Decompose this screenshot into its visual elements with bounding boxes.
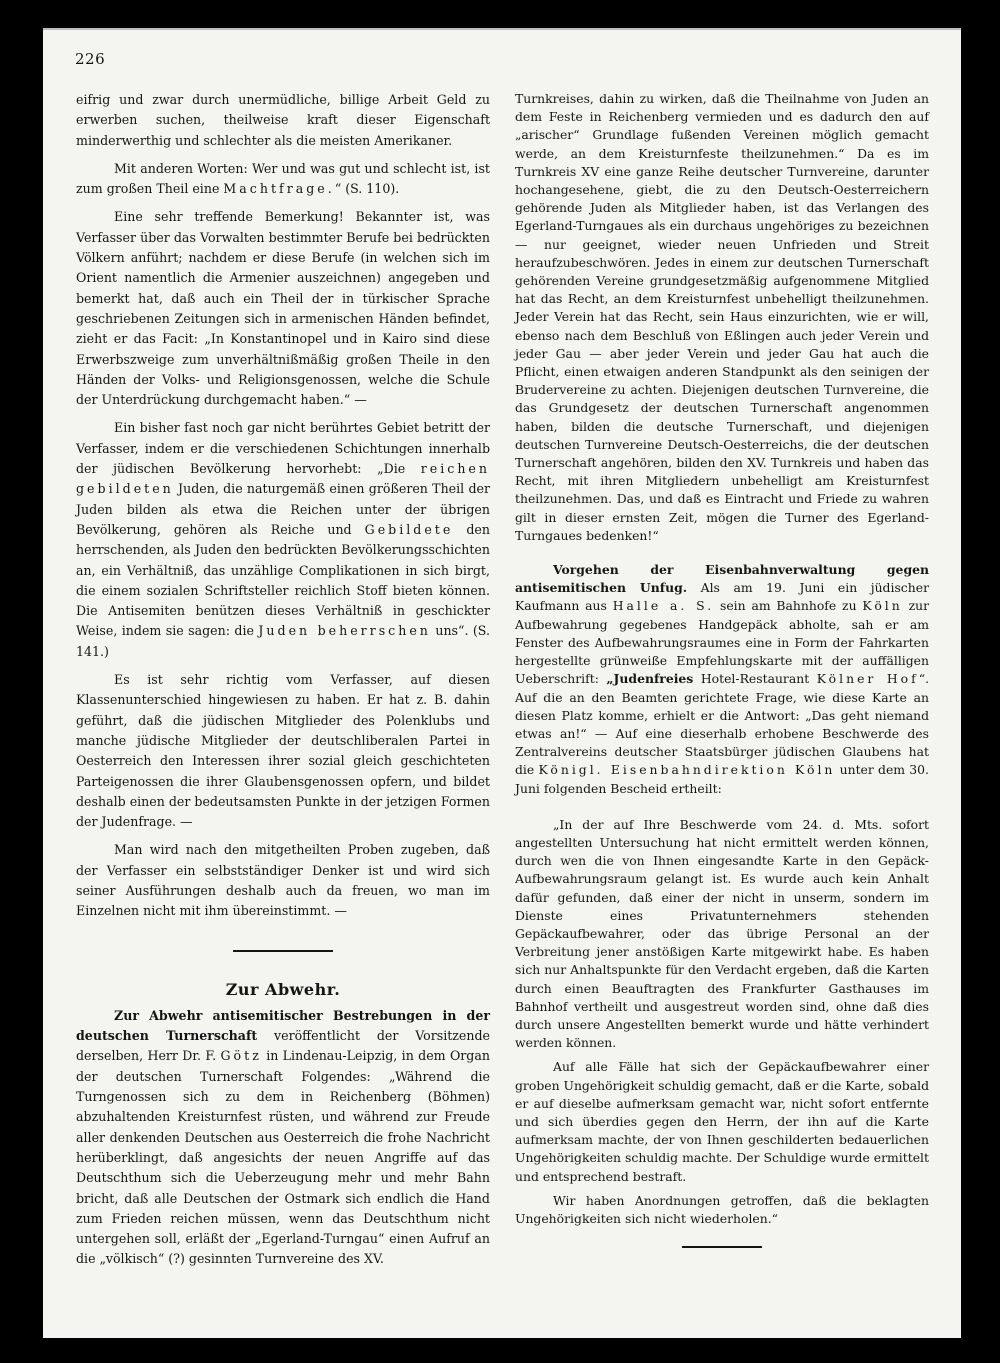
bold-emphasis: „Judenfreies — [606, 671, 694, 687]
article-heading: Zur Abwehr antisemitischer Bestrebungen in der deutschen Turnerschaft — [76, 1007, 490, 1044]
text-run: sein am Bahnhofe zu — [714, 598, 863, 614]
spaced-emphasis: Gebildete — [364, 521, 454, 537]
text-run: in Lindenau-Leipzig, in dem Organ der deutschen Turnerschaft Folgendes: „Während die Turngenossen sich zu dem in Reichenberg (Böhmen) abzuhaltenden Kreisturnfest rüsten, und während zur Freude aller denkenden Deutschen aus Oesterreich die frohe Nachricht herüberklingt, daß angesichts der neuen Angriffe auf das Deutschthum sich die Ueberzeugung mehr und mehr Bahn bricht, daß alle Deutschen der Ostmark sich endlich die Hand zum Frieden reichen müssen, wenn das Deutschthum nicht untergehen soll, erläßt der „Egerland-Turngau“ einen Aufruf an die „völkisch“ (?) gesinnten Turnvereine des XV. — [76, 1048, 490, 1267]
spaced-emphasis: Götz — [220, 1048, 262, 1064]
text-run: unter dem 30. Juni folgenden Bescheid ertheilt: — [515, 762, 929, 796]
left-column — [76, 90, 490, 1270]
spaced-emphasis: reichen gebildeten — [76, 461, 490, 497]
paragraph: „In der auf Ihre Beschwerde vom 24. d. Mts. sofort angestellten Untersuchung hat nicht ermittelt werden können, durch wen die von Ihnen eingesandte Karte in den Gepäck-Aufbewahrungsraum gelangt ist. Es wurde auch kein Anhalt dafür gefunden, daß einer der nicht in unserm, sondern im Dienste eines Privatunternehmers stehenden Gepäckaufbewahrer, oder das übrige Personal an der Verbreitung jener anstößigen Karte mitgewirkt habe. Es haben sich nur Anhaltspunkte für den Verdacht ergeben, daß die Karten durch einen Beauftragten des Frankfurter Gasthauses im Bahnhof vertheilt und ausgestreut worden sind, ohne daß dies durch unsere Angestellten bemerkt wurde und hätte verhindert werden können. — [515, 816, 929, 1051]
spaced-emphasis: Königl. Eisenbahndirektion Köln — [538, 762, 836, 778]
text-run: den herrschenden, als Juden den bedrückten Bevölkerungsschichten an, ein Verhältniß, das unzählige Complikationen in sich birgt, die einem sozialen Schriftsteller reichlich Stoff bieten können. Die Antisemiten benützen dieses Verhältniß in geschickter Weise, indem sie sagen: die — [76, 521, 490, 639]
text-run: uns“. (S. 141.) — [76, 623, 490, 659]
spaced-emphasis: Köln — [862, 598, 903, 614]
paragraph: Turnkreises, dahin zu wirken, daß die Theilnahme von Juden an dem Feste in Reichenberg vermieden und es dadurch den auf „arischer“ Grundlage fußenden Vereinen möglich gemacht werde, an dem Kreisturnfeste theilzunehmen.“ Da es im Turnkreis XV eine ganze Reihe deutscher Turnvereine, darunter hochangesehene, giebt, die zu den Deutsch-Oesterreichern gehörende Juden als Mitglieder haben, ist das Verlangen des Egerland-Turngaues als ein durchaus ungehöriges zu bezeichnen — nur geeignet, wieder neuen Unfrieden und Streit heraufzubeschwören. Jedes in einem zur deutschen Turnerschaft gehörenden Vereine grundgesetzmäßig aufgenommene Mitglied hat das Recht, an dem Kreisturnfest unbehelligt theilzunehmen. Jeder Verein hat das Recht, sein Haus einzurichten, wie er will, ebenso nach dem Beschluß von Eßlingen auch jeder Verein und jeder Gau — aber jeder Verein und jeder Gau hat auch die Pflicht, einen etwaigen anderen Standpunkt als den seinigen der Brudervereine zu achten. Diejenigen deutschen Turnvereine, die das Grundgesetz der deutschen Turnerschaft angenommen haben, bilden die deutsche Turnerschaft, und diejenigen deutschen Turnvereine Deutsch-Oesterreichs, die der deutschen Turnerschaft angehören, bilden den XV. Turnkreis und haben das Recht, mit ihren Mitgliedern unbehelligt am Kreisturnfest theilzunehmen. Das, und daß es Eintracht und Friede zu wahren gilt in dieser ernsten Zeit, mögen die Turner des Egerland-Turngaues bedenken!“ — [515, 91, 929, 543]
paragraph — [515, 561, 929, 798]
text-run: Ein bisher fast noch gar nicht berührtes Gebiet betritt der Verfasser, indem er die verschiedenen Schichtungen innerhalb der jüdischen Bevölkerung hervorhebt: „Die — [76, 420, 490, 477]
section-heading: Zur Abwehr. — [225, 979, 341, 999]
paragraph — [76, 418, 490, 662]
text-run: Mit anderen Worten: Wer und was gut und schlecht ist, ist zum großen Theil eine — [76, 160, 490, 197]
spaced-emphasis: Machtfrage. — [223, 181, 335, 197]
paragraph: Eine sehr treffende Bemerkung! Bekannter ist, was Verfasser über das Vorwalten bestimmter Berufe bei bedrückten Völkern anführt; nachdem er diese Berufe (in welchen sich im Orient namentlich die Armenier auszeichnen) angegeben und bemerkt hat, daß auch ein Theil der in türkischer Sprache geschriebenen Zeitungen sich in armenischen Händen befindet, zieht er das Facit: „In Konstantinopel und in Kairo sind diese Erwerbszweige zum unverhältnißmäßig großen Theile in den Händen der Volks- und Religionsgenossen, welche die Schule der Unterdrückung durchgemacht haben.“ — — [76, 209, 490, 408]
newspaper-page — [43, 28, 961, 1338]
spaced-emphasis: Kölner Hof — [816, 671, 919, 687]
paragraph: Man wird nach den mitgetheilten Proben zugeben, daß der Verfasser ein selbstständiger Denker ist und wird sich seiner Ausführungen deshalb auch da freuen, wo man im Einzelnen nicht mit ihm übereinstimmt. — — [76, 842, 490, 919]
page-number: 226 — [75, 50, 106, 68]
end-divider — [682, 1246, 762, 1248]
text-run: zur Aufbewahrung gegebenes Handgepäck abholte, sah er am Fenster des Aufbewahrungsraumes eine in Form der Fahrkarten hergestellte grünweiße Empfehlungskarte mit der auffälligen Ueberschrift: — [515, 598, 929, 687]
article-heading: Vorgehen der Eisenbahnverwaltung gegen antisemitischen Unfug. — [515, 562, 929, 596]
text-run: Juden, die naturgemäß einen größeren Theil der Juden bilden als etwa die Reichen unter der übrigen Bevölkerung, gehören als Reiche und — [76, 481, 490, 537]
spaced-emphasis: Juden beherrschen — [258, 623, 431, 639]
paragraph — [76, 159, 490, 200]
paragraph: Es ist sehr richtig vom Verfasser, auf diesen Klassenunterschied hingewiesen zu haben. Er hat z. B. dahin geführt, daß die jüdischen Mitglieder des Polenklubs und manche jüdische Mitglieder der deutschliberalen Partei in Oesterreich den Interessen ihrer sozial gleich geschichteten Parteigenossen die ihrer Glaubensgenossen opfern, und bildet deshalb einen der bedeutsamsten Punkte in der jetzigen Formen der Judenfrage. — — [76, 672, 490, 830]
text-run: “ (S. 110). — [334, 181, 400, 197]
text-run: “. Auf die an den Beamten gerichtete Frage, wie diese Karte an diesen Platz komme, erhielt er die Antwort: „Das geht niemand etwas an!“ — Auf eine dieserhalb erhobene Beschwerde des Zentralvereins deutscher Staatsbürger jüdischen Glaubens hat die — [515, 671, 930, 778]
paragraph: eifrig und zwar durch unermüdliche, billige Arbeit Geld zu erwerben suchen, theilweise kraft dieser Eigenschaft minderwerthig und schlechter als die meisten Amerikaner. — [76, 92, 490, 148]
spaced-emphasis: Halle a. S. — [612, 598, 715, 614]
text-run: Als am 19. Juni ein jüdischer Kaufmann aus — [515, 580, 929, 614]
text-run: veröffentlicht der Vorsitzende derselben, Herr Dr. F. — [76, 1028, 491, 1064]
paragraph: Auf alle Fälle hat sich der Gepäckaufbewahrer einer groben Ungehörigkeit schuldig gemacht, daß er die Karte, sobald er auf dieselbe aufmerksam gemacht war, nicht sofort entfernte und sich überdies gegen den Herrn, der ihn auf die Karte aufmerksam machte, der von Ihnen geschilderten bedauerlichen Ungehörigkeiten schuldig machte. Der Schuldige wurde ermittelt und entsprechend bestraft. — [515, 1059, 930, 1184]
paragraph: Wir haben Anordnungen getroffen, daß die beklagten Ungehörigkeiten sich nicht wiederholen.“ — [515, 1192, 929, 1226]
right-column — [515, 90, 929, 1276]
section-divider — [233, 950, 333, 952]
paragraph — [76, 1006, 490, 1270]
text-run: Hotel-Restaurant — [693, 671, 817, 687]
